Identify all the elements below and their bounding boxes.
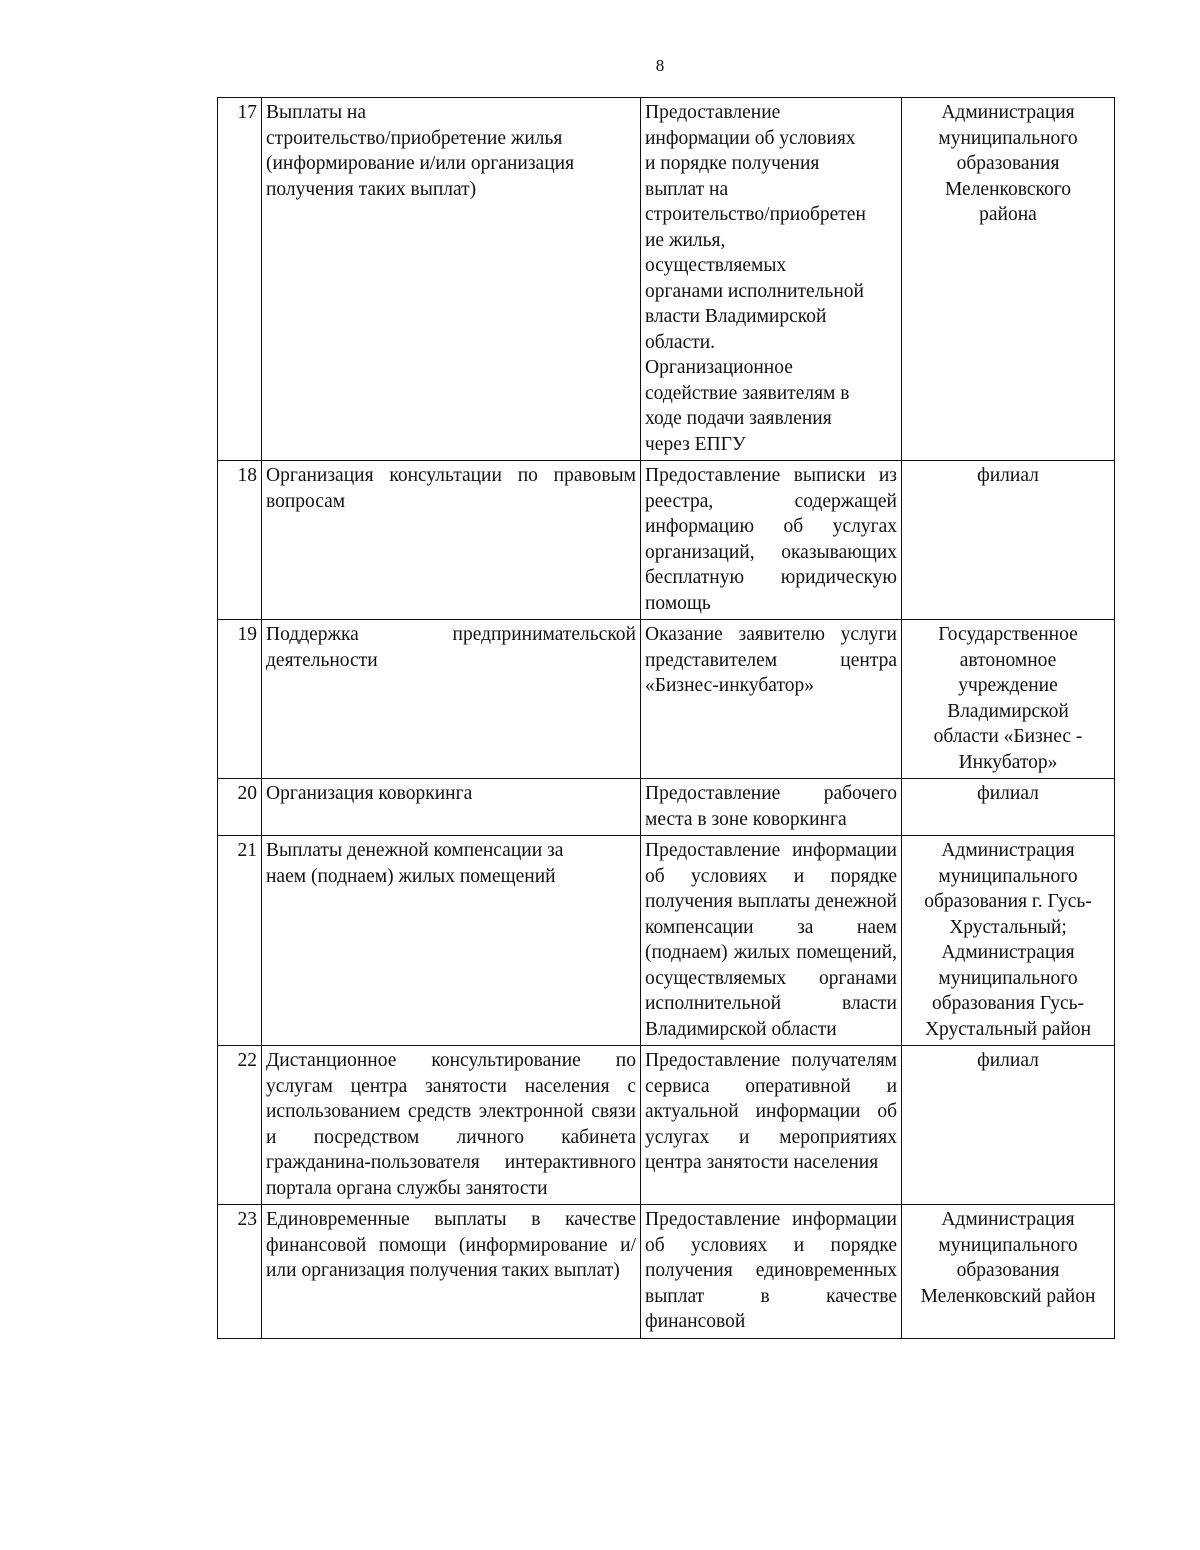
service-name: Организация коворкинга	[262, 779, 641, 836]
service-description: Предоставление получателям сервиса оперативной и актуальной информации об услугах и мероприятиях центра занятости населения	[641, 1046, 902, 1205]
row-number: 21	[218, 836, 262, 1046]
services-table	[217, 97, 1115, 1339]
table-row	[218, 1205, 1115, 1339]
responsible-organization: филиал	[902, 461, 1115, 620]
service-description: Предоставление выписки из реестра, содержащей информацию об услугах организаций, оказывающих бесплатную юридическую помощь	[641, 461, 902, 620]
service-name: Единовременные выплаты в качестве финансовой помощи (информирование и/или организация получения таких выплат)	[262, 1205, 641, 1339]
service-name: Организация консультации по правовым вопросам	[262, 461, 641, 620]
service-name: Дистанционное консультирование по услугам центра занятости населения с использованием средств электронной связи и посредством личного кабинета гражданина-пользователя интерактивного портала органа службы занятости	[262, 1046, 641, 1205]
service-description: Предоставление информации об условиях и порядке получения выплаты денежной компенсации за наем (поднаем) жилых помещений, осуществляемых органами исполнительной власти Владимирской области	[641, 836, 902, 1046]
row-number: 22	[218, 1046, 262, 1205]
responsible-organization: Администрация муниципального образования Меленковского района	[902, 98, 1115, 461]
table-row	[218, 620, 1115, 779]
service-name: Поддержка предпринимательской деятельности	[262, 620, 641, 779]
responsible-organization: Администрация муниципального образования Меленковский район	[902, 1205, 1115, 1339]
service-name: Выплаты денежной компенсации за наем (поднаем) жилых помещений	[262, 836, 641, 1046]
responsible-organization: филиал	[902, 779, 1115, 836]
responsible-organization: филиал	[902, 1046, 1115, 1205]
table-row	[218, 1046, 1115, 1205]
table-row	[218, 98, 1115, 461]
service-description: Предоставление рабочего места в зоне коворкинга	[641, 779, 902, 836]
responsible-organization: Администрация муниципального образования г. Гусь- Хрустальный; Администрация муниципального образования Гусь- Хрустальный район	[902, 836, 1115, 1046]
table-row	[218, 779, 1115, 836]
service-description: Предоставление информации об условиях и порядке получения выплат на строительство/приобретен ие жилья, осуществляемых органами исполнительной власти Владимирской области. Организационное содействие заявителям в ходе подачи заявления через ЕПГУ	[641, 98, 902, 461]
responsible-organization: Государственное автономное учреждение Владимирской области «Бизнес - Инкубатор»	[902, 620, 1115, 779]
row-number: 17	[218, 98, 262, 461]
row-number: 19	[218, 620, 262, 779]
service-description: Оказание заявителю услуги представителем центра «Бизнес-инкубатор»	[641, 620, 902, 779]
row-number: 23	[218, 1205, 262, 1339]
service-description: Предоставление информации об условиях и порядке получения единовременных выплат в качестве финансовой	[641, 1205, 902, 1339]
table-row	[218, 836, 1115, 1046]
row-number: 20	[218, 779, 262, 836]
table-row	[218, 461, 1115, 620]
row-number: 18	[218, 461, 262, 620]
service-name: Выплаты на строительство/приобретение жилья (информирование и/или организация получения таких выплат)	[262, 98, 641, 461]
page-number: 8	[655, 56, 665, 75]
